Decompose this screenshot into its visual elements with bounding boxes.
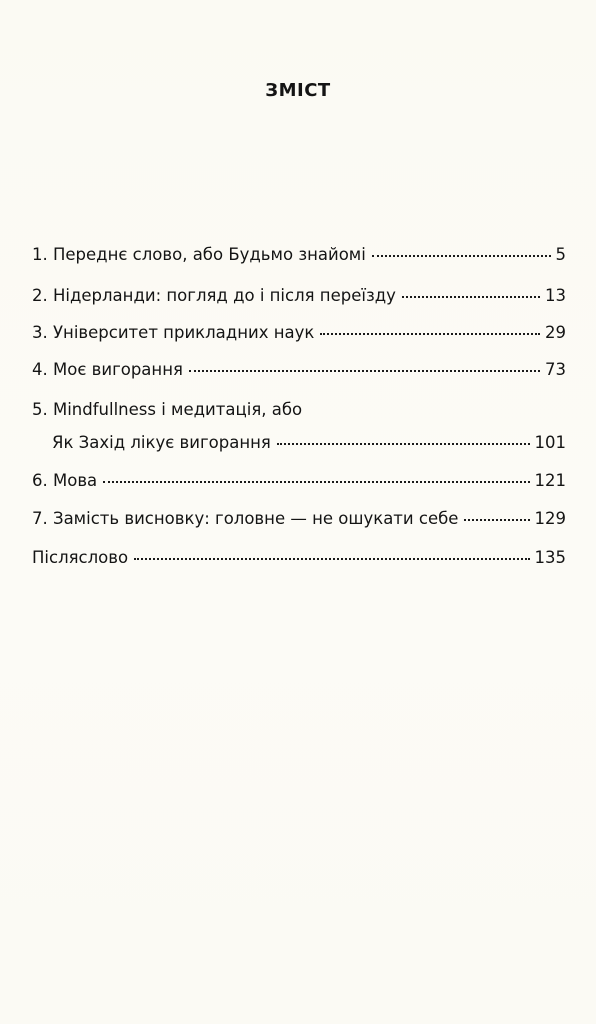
dot-leader xyxy=(464,519,529,521)
toc-entry-title: 2. Нідерланди: погляд до і після переїзду xyxy=(32,286,396,305)
toc-entry xyxy=(32,547,566,569)
toc-entry xyxy=(32,432,566,454)
toc-entry xyxy=(32,285,566,307)
toc-entry-title: Післяслово xyxy=(32,548,129,567)
toc-entry xyxy=(32,359,566,381)
toc-entry-title: 1. Переднє слово, або Будьмо знайомі xyxy=(32,245,366,264)
toc-entry-page: 29 xyxy=(545,323,566,342)
toc-entry-page: 5 xyxy=(555,245,566,264)
toc-entry-title: 7. Замість висновку: головне — не ошукати себе xyxy=(32,509,459,528)
page-title: ЗМІСТ xyxy=(265,80,331,101)
dot-leader xyxy=(134,558,529,560)
toc-entry xyxy=(32,244,566,266)
dot-leader xyxy=(320,333,540,335)
toc-entry xyxy=(32,470,566,492)
toc-entry-title: 4. Моє вигорання xyxy=(32,360,183,379)
toc-entry-page: 101 xyxy=(534,433,566,452)
dot-leader xyxy=(372,255,551,257)
toc-entry-page: 121 xyxy=(534,471,566,490)
dot-leader xyxy=(189,370,540,372)
dot-leader xyxy=(277,443,530,445)
toc-entry xyxy=(32,508,566,530)
toc-entry xyxy=(32,322,566,344)
toc-entry-page: 135 xyxy=(534,548,566,567)
table-of-contents xyxy=(32,0,566,1024)
dot-leader xyxy=(402,296,540,298)
toc-entry-page: 129 xyxy=(534,509,566,528)
dot-leader xyxy=(103,481,529,483)
toc-entry-title: 5. Mindfullness і медитація, або xyxy=(32,400,303,419)
toc-entry-page: 13 xyxy=(545,286,566,305)
toc-entry-title: Як Захід лікує вигорання xyxy=(52,433,271,452)
toc-entry-first-line xyxy=(32,399,566,421)
toc-entry-title: 3. Університет прикладних наук xyxy=(32,323,315,342)
toc-entry-title: 6. Мова xyxy=(32,471,98,490)
toc-entry-page: 73 xyxy=(545,360,566,379)
